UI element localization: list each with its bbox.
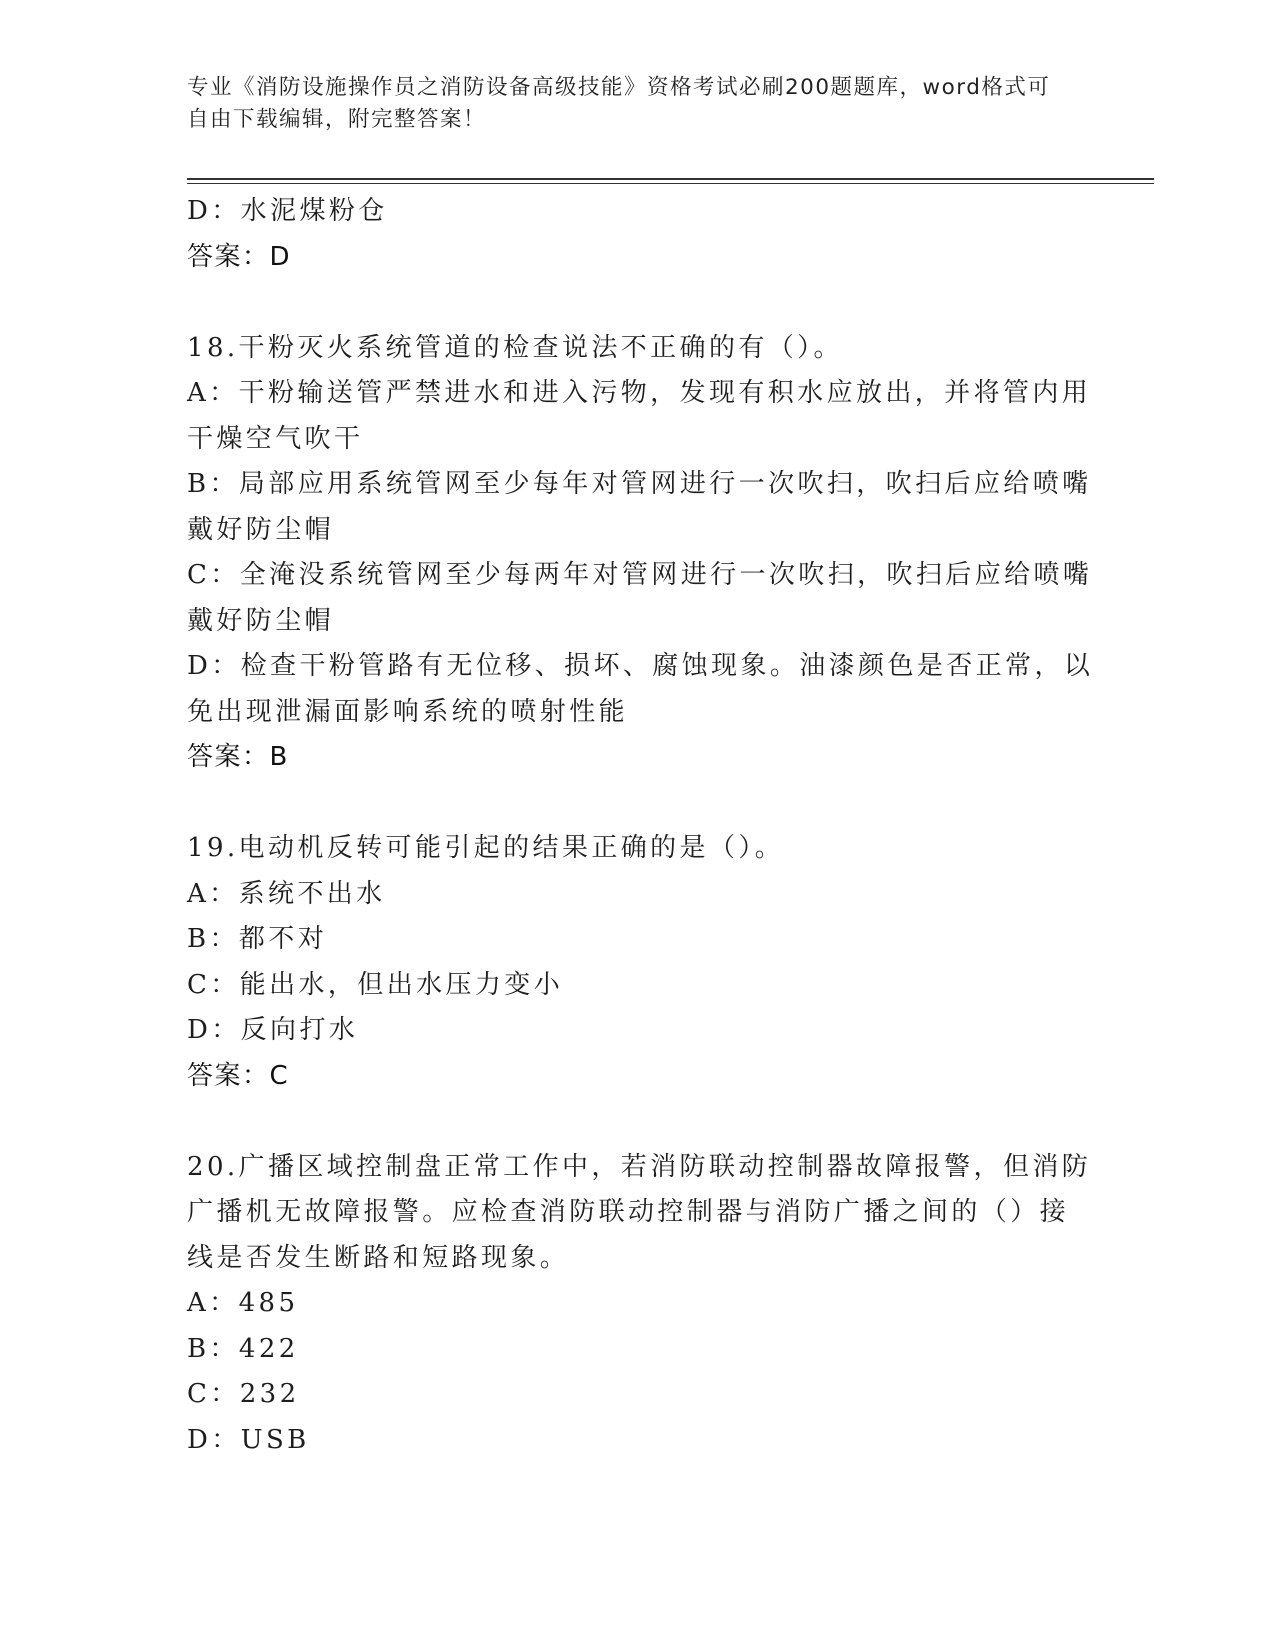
question-20 [187,1145,1092,1464]
question-18 [187,326,1094,781]
option-d: D：USB [187,1424,310,1455]
option-d: D：检查干粉管路有无位移、损坏、腐蚀现象。油漆颜色是否正常，以 [187,651,1094,681]
option-c: C：能出水，但出水压力变小 [187,969,564,1000]
question-stem: 20.广播区域控制盘正常工作中，若消防联动控制器故障报警，但消防 [187,1151,1092,1182]
option-a: A：干粉输送管严禁进水和进入污物，发现有积水应放出，并将管内用 [187,378,1092,408]
document-header [187,72,1067,136]
question-stem: 19.电动机反转可能引起的结果正确的是（）。 [187,833,785,863]
answer: 答案：B [187,742,289,772]
option-b: B：422 [187,1333,299,1364]
option-a: A：485 [187,1288,299,1318]
option-b: B：都不对 [187,924,328,954]
option-b-cont: 戴好防尘帽 [187,514,335,545]
document-body [187,189,1094,1463]
option-c: C：全淹没系统管网至少每两年对管网进行一次吹扫，吹扫后应给喷嘴 [187,560,1093,590]
option-d-cont: 免出现泄漏面影响系统的喷射性能 [187,696,629,727]
answer: 答案：C [187,1060,290,1091]
prev-option-d: D：水泥煤粉仓 [187,196,388,226]
header-divider-thick [187,178,1154,180]
spacer [187,280,1087,326]
question-stem-cont: 广播机无故障报警。应检查消防联动控制器与消防广播之间的（）接 [187,1197,1070,1227]
option-a-cont: 干燥空气吹干 [187,423,364,454]
option-c: C：232 [187,1379,300,1409]
option-c-cont: 戴好防尘帽 [187,605,335,636]
header-text: 专业《消防设施操作员之消防设备高级技能》资格考试必刷200题题库，word格式可自由下载编辑，附完整答案！ [187,75,1051,132]
prev-answer: 答案：D [187,241,292,272]
question-stem: 18.干粉灭火系统管道的检查说法不正确的有（）。 [187,332,843,363]
spacer [187,781,1087,827]
question-stem-cont: 线是否发生断路和短路现象。 [187,1242,570,1273]
question-19 [187,826,1087,1099]
spacer [187,1099,1087,1145]
option-a: A：系统不出水 [187,878,386,909]
option-b: B：局部应用系统管网至少每年对管网进行一次吹扫，吹扫后应给喷嘴 [187,469,1092,499]
option-d: D：反向打水 [187,1015,359,1045]
header-divider-thin [187,183,1154,184]
